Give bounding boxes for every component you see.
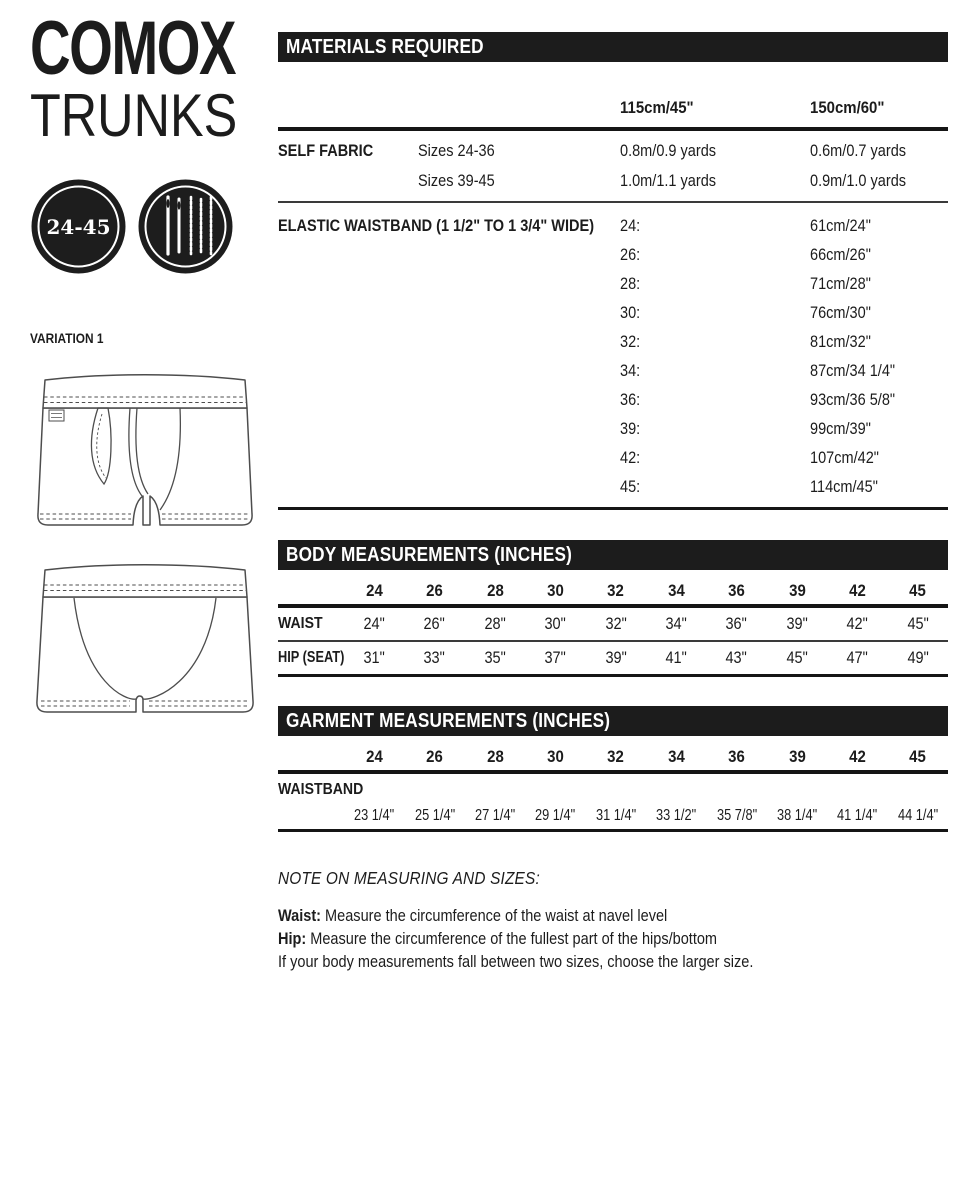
table-row: 34: 87cm/34 1/4" [620, 362, 896, 380]
body-size-header-row: 24 26 28 30 32 34 36 39 42 45 [365, 581, 927, 600]
table-row: SELF FABRIC Sizes 24-36 0.8m/0.9 yards 0.6m/0.7 yards [278, 141, 907, 160]
divider [278, 507, 948, 510]
divider [278, 201, 948, 203]
notes-heading: NOTE ON MEASURING AND SIZES: [278, 868, 540, 888]
width-col-115: 115cm/45" [620, 98, 694, 117]
materials-width-header-row [278, 98, 948, 127]
divider [278, 829, 948, 832]
note-line-between: If your body measurements fall between two sizes, choose the larger size. [278, 952, 754, 971]
body-measurements-section [278, 540, 948, 677]
garment-measurements-section [278, 706, 948, 832]
notes-section [278, 868, 948, 973]
elastic-waistband-rows [278, 207, 948, 507]
trunks-back-illustration [30, 561, 264, 738]
self-fabric-rows [278, 131, 948, 201]
left-column [30, 6, 264, 738]
table-row: ELASTIC WAISTBAND (1 1/2" TO 1 3/4" WIDE) 24: 61cm/24" [278, 217, 871, 235]
table-row: 36: 93cm/36 5/8" [620, 391, 896, 409]
elastic-waistband-label: ELASTIC WAISTBAND (1 1/2" TO 1 3/4" WIDE) [278, 217, 595, 235]
brand-subtitle-text: TRUNKS [30, 81, 238, 149]
waist-row-label: WAIST [278, 615, 323, 632]
page-subtitle [30, 81, 264, 149]
needles-icon [137, 178, 234, 275]
page-title [30, 6, 264, 91]
hip-row-label: HIP (SEAT) [278, 649, 345, 666]
waist-row: WAIST 24" 26" 28" 30" 32" 34" 36" 39" 42" 45" [278, 614, 929, 633]
table-row: 39: 99cm/39" [620, 420, 871, 438]
waistband-row-label: WAISTBAND [278, 780, 364, 798]
width-col-150: 150cm/60" [810, 98, 885, 117]
divider [278, 674, 948, 677]
table-row: 30: 76cm/30" [620, 304, 871, 322]
garment-measurements-section-header: GARMENT MEASUREMENTS (INCHES) [278, 706, 948, 736]
waistband-row: 23 1/4" 25 1/4" 27 1/4" 29 1/4" 31 1/4" 33 1/2" 35 7/8" 38 1/4" 41 1/4" 44 1/4" [354, 806, 938, 824]
brand-title-text: COMOX [30, 6, 236, 91]
size-range-badge-text: 24-45 [46, 214, 111, 239]
table-row: 32: 81cm/32" [620, 333, 871, 351]
table-row: 28: 71cm/28" [620, 275, 871, 293]
table-row: 26: 66cm/26" [620, 246, 871, 264]
size-range-badge [30, 178, 127, 275]
badge-row [30, 178, 264, 275]
table-row: Sizes 39-45 1.0m/1.1 yards 0.9m/1.0 yards [418, 171, 907, 190]
materials-section-header: MATERIALS REQUIRED [278, 32, 948, 62]
variation-label: VARIATION 1 [30, 330, 104, 346]
body-measurements-section-header: BODY MEASUREMENTS (INCHES) [278, 540, 948, 570]
garment-size-header-row: 24 26 28 30 32 34 36 39 42 45 [365, 747, 927, 766]
hip-row: HIP (SEAT) 31" 33" 35" 37" 39" 41" 43" 45" 47" 49" [278, 648, 929, 667]
note-line-hip: Hip: Measure the circumference of the fullest part of the hips/bottom [278, 929, 718, 948]
note-line-waist: Waist: Measure the circumference of the waist at navel level [278, 907, 668, 925]
self-fabric-label: SELF FABRIC [278, 141, 374, 160]
notes-body [278, 905, 948, 973]
right-column [278, 32, 948, 973]
table-row: 42: 107cm/42" [620, 449, 879, 467]
table-row: 45: 114cm/45" [620, 478, 878, 496]
trunks-front-illustration [30, 368, 264, 553]
